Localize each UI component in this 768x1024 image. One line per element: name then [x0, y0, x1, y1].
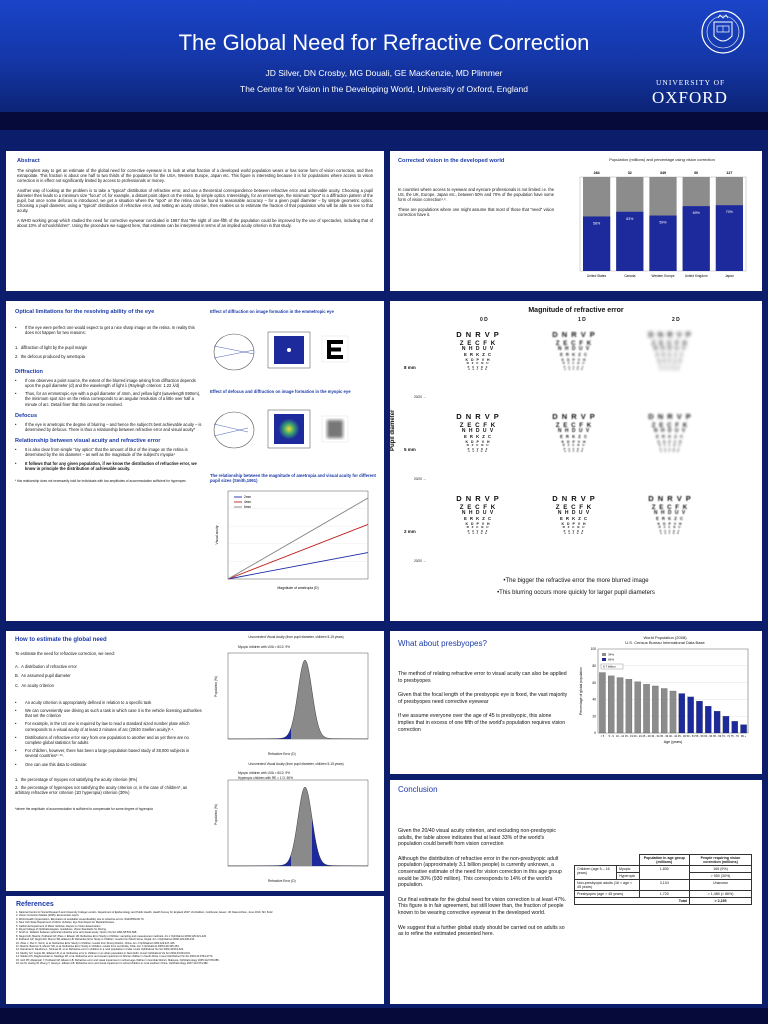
hyperopic-xlabel: Refractive Error (D) [268, 879, 296, 883]
snellen-chart [432, 413, 524, 453]
corrected-heading: Corrected vision in the developed world [398, 158, 505, 164]
snellen-chart [528, 495, 620, 535]
x-tick-label: 45 - 49 [677, 735, 686, 738]
snellen-chart [624, 331, 716, 371]
presbyopes-p1: The method of relating refractive error to visual acuity can also be applied to presbyopes [398, 671, 567, 684]
snellen-line: D H P N R [660, 532, 680, 535]
estimate-bullet-4: • Distributions of refractive error vary from one population to another and as yet there are no complete global statistics for adults [15, 734, 189, 746]
snellen-line: D H P N R [564, 450, 584, 453]
poster-header [0, 0, 768, 112]
x-tick-label: 15 - 19 [624, 735, 633, 738]
x-axis-label: Age (years) [663, 740, 683, 744]
snellen-line: D H P N R [660, 450, 680, 453]
relationship-item-2: • It follows that for any given population, if we know the distribution of refractive error, we know in principle the distribution of achievable acuity. [15, 460, 197, 471]
defocus-figure-title: Effect of defocus and diffraction on image formation in the myopic eye [210, 389, 351, 394]
snellen-line: K D P V H [657, 522, 683, 527]
reference-item: 4. New York State Department of Motor Vehicles. Eye Test Report for Medical Review. [16, 921, 115, 925]
snellen-line: P U V K Z [467, 529, 489, 533]
optical-reason-2: 2. the defocus produced by ametropia [15, 353, 85, 359]
x-tick-label: 50 - 54 [686, 735, 695, 738]
table-header-population: Population in age group (millions) [639, 855, 690, 866]
snellen-chart [624, 495, 716, 535]
pupil-diameter-label: Pupil diameter [390, 409, 396, 451]
age-bar [741, 725, 747, 733]
x-tick-label: 35 - 39 [660, 735, 669, 738]
corrected-vision-panel [390, 151, 762, 291]
reference-item: 12. Dandona R, Dandona L, Srinivas M, et al. Refractive error in children in a rural population in India. Invest Ophthalmol Vis Sci 2002;43:615-622. [16, 948, 184, 952]
snellen-line: P U V K Z [563, 365, 585, 369]
estimate-bullet-1: • An acuity criterion is appropriately defined in relation to a specific task [15, 699, 152, 705]
snellen-line: P U V K Z [563, 447, 585, 451]
world-population-chart [576, 645, 754, 755]
reference-item: 2. Vision Correction Market (2005). Euromonitor report. [16, 914, 80, 918]
myopic-distribution-chart [210, 639, 376, 751]
acuity-chart-title: The relationship between the magnitude of ametropia and visual acuity for different pupil sizes (Smith,1991) [210, 473, 376, 483]
snellen-line: K D P V H [561, 358, 587, 363]
snellen-line: R Z C N U [562, 525, 586, 530]
abstract-p3: A WHO working group which studied the need for corrective eyewear concluded in 1987 that "the sight of one-fifth of the population could be improved by the use of spectacles, including that of about 10% of schoolchildren". Using the procedure we suggest here, that estimate can be interpreted in terms of an implied acuity criterion in that study. [17, 217, 373, 228]
category-label: Japan [725, 274, 734, 278]
abstract-panel [6, 151, 384, 291]
myopic-chart-title: Uncorrected Visual Acuity (from pupil diameter, children 5-15 years) [248, 635, 344, 639]
defocus-heading: Defocus [15, 412, 38, 419]
poster-authors: JD Silver, DN Crosby, MG Douali, GE MacKenzie, MD Plimmer [265, 68, 503, 78]
bar-corrected [716, 205, 743, 271]
world-pop-title: World Population (2008) [643, 635, 687, 640]
pupil-row-label: 5 mm [404, 447, 416, 452]
snellen-line: D H P N R [564, 532, 584, 535]
oxford-crest-icon [700, 8, 746, 64]
snellen-line: N H D U V [461, 510, 495, 517]
age-bar [670, 691, 676, 733]
estimate-intro: To estimate the need for refractive correction, we need: [15, 651, 115, 656]
age-bar [679, 694, 685, 733]
snellen-line: K D P V H [465, 522, 491, 527]
category-label: Western Europe [651, 274, 675, 278]
legend-label: 4mm [244, 500, 252, 505]
myopic-ylabel: Population (%) [214, 676, 218, 697]
x-tick-label: 5 - 9 [608, 735, 614, 738]
value-label: 127 [726, 171, 733, 175]
age-bar [635, 682, 641, 733]
x-tick-label: 70 - 74 [721, 735, 730, 738]
y-axis-label: Visual acuity [215, 525, 219, 545]
references-heading: References [16, 901, 54, 908]
conclusion-panel [390, 780, 762, 1004]
snellen-line: N H D U V [461, 428, 495, 435]
acuity-ametropia-chart [210, 487, 376, 595]
header-band [0, 112, 768, 130]
snellen-line: E R K Z C [463, 516, 493, 522]
poster-title: The Global Need for Refractive Correction [178, 30, 590, 55]
reference-item: 13. Murthy GV, Gupta SK, Ellwein LB, et al. Refractive error in children in an urban population in New Delhi. Invest Ophthalmol Vis Sci 2002;43:623-631. [16, 951, 191, 955]
diffraction-figure-title: Effect of diffraction on image formation in the emmetropic eye [210, 309, 334, 314]
snellen-line: K D P V H [657, 358, 683, 363]
value-label: 60 [694, 171, 699, 175]
snellen-line: R Z C N U [466, 443, 490, 448]
age-bar [732, 721, 738, 733]
legend-swatch [602, 653, 606, 656]
acuity-marker: 20/20 → [414, 477, 427, 481]
conclusion-p3: Our final estimate for the global need for vision correction is at least 47%. This figure is in fair agreement, but still lower than, the fraction of people known to be wearing corrective eyewear in the developed world. [398, 896, 567, 916]
snellen-line: P U V K Z [659, 365, 681, 369]
snellen-line: D H P N R [468, 450, 488, 453]
estimate-bullet-5: • For children, however, there has been a large population based study of 38,000 subjects in several countries⁵⁻¹⁶. [15, 748, 190, 759]
hyperopic-chart-title: Uncorrected Visual Acuity (from pupil diameter, children 5-15 years) [248, 762, 344, 766]
age-bar [608, 676, 614, 733]
percent-label: 58% [592, 221, 601, 226]
snellen-line: D N R V P [456, 494, 500, 503]
snellen-line: P U V K Z [659, 447, 681, 451]
estimate-numbered-2: 2. the percentage of hyperopes not satisfying the acuity criterion or, in the case of children*, an arbitrary refractive error criterion (1D hyperopia) criterion (30%) [15, 785, 188, 796]
snellen-line: N H D U V [557, 428, 591, 435]
snellen-line: D N R V P [648, 494, 692, 503]
hyperopic-ylabel: Population (%) [214, 804, 218, 825]
estimate-panel [6, 631, 384, 891]
optical-footnote: * this relationship does not necessarily hold for individuals with low amplitudes of accommodation sufficient for hyperopes [15, 479, 186, 484]
estimate-bullet-2: • We can conveniently use driving as such a task in which case it is the vehicle licensing authorities that set the criterion [15, 708, 202, 719]
x-tick-label: 65 - 69 [713, 735, 722, 738]
snellen-line: R Z C N U [658, 443, 682, 448]
snellen-line: N H D U V [557, 346, 591, 353]
col-0d: 0 D [480, 317, 488, 323]
x-tick-label: 40 - 44 [668, 735, 678, 738]
x-tick-label: 75 - 79 [730, 735, 739, 738]
snellen-line: E R K Z C [463, 352, 493, 358]
diffraction-heading: Diffraction [15, 368, 43, 375]
reference-item: 3. World Health Organization. Elimination of avoidable visual disability due to refractive errors. WHO/PBL/00.79. [16, 917, 145, 921]
x-tick-label: 25 - 29 [642, 735, 651, 738]
conclusion-p4: We suggest that a further global study should be carried out on adults so as to refine the estimated presented here. [398, 924, 565, 938]
snellen-line: P U V K Z [659, 529, 681, 533]
reference-item: 8. Negrel AD, Maul E, Pokharel GP, Zhao J, Ellwein LB. Refractive Error Study in Children: sampling and measurement methods. Am J Ophthalmol 2000;129:421-426. [16, 934, 207, 938]
reference-item: 15. Goh PP, Abqariyah Y, Pokharel GP, Ellwein LB. Refractive error and visual impairment in school-age children in Gombak District, Malaysia. Ophthalmology 2005;112:678-685. [16, 958, 220, 962]
table-myopic: Myopic [617, 866, 640, 873]
snellen-title: Magnitude of refractive error [528, 307, 624, 314]
legend-swatch [602, 658, 606, 661]
reference-item: 16. He M, Huang W, Zheng Y, Huang L, Ellwein LB. Refractive error and visual impairment in school children in rural southern China. Ophthalmology 2007;114:374-382. [16, 962, 209, 966]
snellen-line: D H P N R [468, 532, 488, 535]
snellen-line: P U V K Z [563, 529, 585, 533]
hyperopic-distribution-chart [210, 766, 376, 878]
age-bar [599, 673, 605, 733]
snellen-note-1: •The bigger the refractive error the more blurred image [503, 578, 649, 584]
snellen-line: D N R V P [552, 494, 596, 503]
acuity-marker: 20/20 → [414, 395, 427, 399]
age-bar [688, 697, 694, 733]
snellen-line: D N R V P [552, 412, 596, 421]
table-adults-need: Unknown [690, 880, 752, 891]
value-label: 32 [627, 171, 632, 175]
table-presbyopes-need: > 1,480 (> 86%) [690, 891, 752, 898]
optical-reason-1: 1. diffraction of light by the pupil margin [15, 345, 88, 351]
university-label: UNIVERSITY OF [656, 78, 726, 87]
estimate-footnote: *where the amplitude of accommodation is sufficient to compensate for some degree of hyperopia [15, 807, 153, 812]
legend-label: 66% [608, 657, 615, 662]
legend-label: 34% [608, 652, 615, 657]
y-tick-label: 0 [594, 731, 596, 736]
snellen-line: N H D U V [653, 346, 687, 353]
y-tick-label: 100 [590, 647, 596, 652]
x-tick-label: 10 - 14 [616, 735, 625, 738]
category-label: Canada [624, 274, 636, 278]
abstract-heading: Abstract [17, 158, 40, 164]
table-hyperopic: Hyperopic [617, 873, 640, 880]
snellen-line: Z E C F K [555, 503, 593, 511]
table-adults-pop: 3,104 [639, 880, 690, 891]
myopic-xlabel: Refractive Error (D) [268, 752, 296, 756]
x-tick-label: 55 - 59 [695, 735, 704, 738]
col-1d: 1 D [578, 317, 586, 323]
defocus-figure [210, 398, 376, 458]
percent-label: 70% [725, 210, 734, 215]
snellen-line: E R K Z C [655, 516, 685, 522]
estimate-bullet-6: • One can use this data to estimate: [15, 761, 88, 767]
snellen-line: E R K Z C [559, 434, 589, 440]
table-total-label: Total [575, 898, 690, 905]
age-bar [617, 678, 623, 733]
presbyopes-panel [390, 631, 762, 774]
conclusion-heading: Conclusion [398, 785, 438, 794]
age-bar [652, 686, 658, 733]
x-tick-label: 30 - 34 [651, 735, 660, 738]
age-bar [661, 688, 667, 733]
snellen-line: Z E C F K [555, 421, 593, 429]
snellen-note-2: •This blurring occurs more quickly for larger pupil diameters [497, 590, 655, 596]
corrected-p2: These are populations where one might assume that most of those that "need" vision correction have it. [398, 206, 554, 217]
snellen-chart [432, 331, 524, 371]
presbyopes-p3: If we assume everyone over the age of 45 is presbyopic, this alone implies that in excess of one fifth of the world's population requires vision correction [398, 713, 566, 733]
y-axis-label: Percentage of global population [579, 667, 583, 715]
estimate-c: C. An acuity criterion [15, 682, 54, 688]
x-tick-label: < 5 [600, 735, 605, 738]
snellen-line: Z E C F K [459, 339, 497, 347]
footer-band [0, 1008, 768, 1024]
presbyopes-p2: Given that the focal length of the presbyopic eye is fixed, the vast majority of presbyopes need corrective eyewear [398, 692, 568, 705]
snellen-chart [432, 495, 524, 535]
snellen-line: Z E C F K [555, 339, 593, 347]
snellen-line: E R K Z C [559, 352, 589, 358]
estimate-bullet-3: • For example, in the US one is required by law to read a standard sized number plate which corresponds to a visual acuity of at least 2 minutes of arc (20/40 Snellen acuity)³˒⁴. [15, 721, 190, 732]
snellen-line: K D P V H [561, 440, 587, 445]
snellen-line: P U V K Z [467, 365, 489, 369]
snellen-line: N H D U V [461, 346, 495, 353]
snellen-line: R Z C N U [562, 443, 586, 448]
estimate-b: B. An assumed pupil diameter [15, 673, 71, 679]
snellen-line: R Z C N U [466, 525, 490, 530]
snellen-line: R Z C N U [562, 361, 586, 366]
snellen-line: D N R V P [648, 412, 692, 421]
snellen-line: D N R V P [648, 330, 692, 339]
snellen-line: D N R V P [456, 412, 500, 421]
category-label: United States [587, 274, 607, 278]
snellen-line: N H D U V [653, 428, 687, 435]
age-bar [643, 684, 649, 733]
pupil-row-label: 8 mm [404, 365, 416, 370]
optical-panel [6, 301, 384, 621]
developed-world-chart [574, 165, 752, 285]
snellen-line: Z E C F K [651, 421, 689, 429]
snellen-line: E R K Z C [655, 352, 685, 358]
x-tick-label: 20 - 24 [633, 735, 642, 738]
legend-label: 2mm [244, 495, 252, 500]
snellen-chart [528, 413, 620, 453]
snellen-panel [390, 301, 762, 621]
diffraction-item-2: • Thus, for an emmetropic eye with a pupil diameter of 4mm, and yellow light (wavelength 590nm), the minimum spot size on the retina corresponds to an angular resolution of a little over half a minute of arc. Detail finer that this cannot be resolved. [15, 391, 201, 407]
percent-label: 63% [626, 216, 634, 221]
snellen-line: E R K Z C [463, 434, 493, 440]
snellen-line: E R K Z C [559, 516, 589, 522]
y-tick-label: 40 [592, 697, 596, 702]
snellen-line: Z E C F K [459, 421, 497, 429]
legend-note: 6.7 billion [603, 664, 616, 669]
snellen-line: D H P N R [564, 368, 584, 371]
reference-item: 7. Smith G. Relation between spherical refractive error and visual acuity. Optom Vis Sci 1991;68:591-598. [16, 931, 138, 935]
developed-chart-title: Population (millions) and percentage using vision correction [609, 157, 715, 162]
snellen-line: Z E C F K [651, 339, 689, 347]
bar-corrected [683, 206, 710, 271]
snellen-line: Z E C F K [459, 503, 497, 511]
value-label: 284 [593, 171, 600, 175]
snellen-line: N H D U V [653, 510, 687, 517]
hyperopic-annotation-1: Myopic children with UVA > 6/12: 9% [238, 771, 290, 775]
age-bar [714, 711, 720, 733]
corrected-p1: In countries where access to eyewear and eyecare professionals is not limited i.e. the US, the UK, Europe, Japan etc., between 50% and 70% of the population have some form of vision correction¹˒². [398, 187, 554, 203]
abstract-p1: The simplest way to get an estimate of the global need for corrective eyewear is to look at what fraction of a developed world population wears or has some form of vision correction, and then extrapolate. This fraction is about one half to two thirds of the population for the USA, Western Europe, Japan etc. This figure is interesting because it is for populations where access to vision correction is in effect not significantly limited by access to professionals or money. [17, 168, 373, 184]
age-bar [723, 716, 729, 733]
estimate-a: A. A distribution of refractive error [15, 664, 77, 670]
reference-item: 11. Maul E, Barroso S, Munoz SR, et al. Refractive Error Study in Children: results from La Florida, Chile. Am J Ophthalmol 2000;129:445-454. [16, 945, 180, 949]
estimate-numbered-1: 1. the percentage of myopes not satisfying the acuity criterion (9%) [15, 776, 138, 782]
value-label: 349 [660, 171, 666, 175]
snellen-line: K D P V H [465, 440, 491, 445]
reference-item: 5. California Department of Motor Vehicles. Report on Vision Examination. [16, 924, 102, 928]
oxford-wordmark: OXFORD [652, 88, 728, 107]
age-bar [696, 701, 702, 733]
snellen-line: N H D U V [557, 510, 591, 517]
table-adults: Non-presbyopic adults (16 < age < 45 years) [575, 880, 640, 891]
optical-heading: Optical limitations for the resolving ability of the eye [15, 309, 155, 315]
age-bar [705, 706, 711, 733]
presbyopes-heading: What about presbyopes? [398, 639, 487, 648]
percent-label: 59% [659, 220, 667, 225]
table-myopic-need: 165 (9%) [690, 866, 752, 873]
y-tick-label: 60 [592, 680, 596, 685]
snellen-line: R Z C N U [466, 361, 490, 366]
y-tick-label: 80 [592, 664, 596, 668]
snellen-line: D H P N R [660, 368, 680, 371]
world-pop-subtitle: U.S. Census Bureau International Data Base [625, 640, 705, 645]
snellen-line: K D P V H [561, 522, 587, 527]
col-2d: 2 D [672, 317, 680, 323]
legend-label: 6mm [244, 505, 252, 510]
poster-affiliation: The Centre for Vision in the Developing World, University of Oxford, England [240, 84, 528, 94]
references-panel [6, 896, 384, 1004]
table-presbyopes-pop: 1,720 [639, 891, 690, 898]
snellen-line: R Z C N U [658, 361, 682, 366]
conclusion-p1: Given the 20/40 visual acuity criterion, and excluding non-presbyopic adults, the table above indicates that at least 33% of the world's population could benefit from vision correction [398, 828, 557, 848]
acuity-marker: 20/20 → [414, 559, 427, 563]
myopic-chart-annotation: Myopic children with UVA > 6/12: 9% [238, 645, 290, 649]
snellen-line: K D P V H [657, 440, 683, 445]
reference-item: 6. Royal College of Ophthalmologists. Guidelines, Vision Standards for Driving. [16, 928, 107, 932]
estimate-heading: How to estimate the global need [15, 637, 107, 643]
pupil-row-label: 2 mm [404, 529, 416, 534]
diffraction-item-1: • If one observes a point source, the extent of the blurred image arising from diffraction depends upon the pupil diameter (d) and the wavelength of light λ (Rayleigh criterion: 1.22 λ/d) [15, 377, 196, 389]
x-tick-label: 60 - 64 [704, 735, 713, 738]
reference-item: 10. Zhao J, Pan X, Sui R, et al. Refractive Error Study in Children: results from Shunyi District, China. Am J Ophthalmol 2000;129:427-435. [16, 941, 176, 945]
age-bar [626, 679, 632, 733]
need-table [574, 854, 752, 905]
percent-label: 69% [692, 211, 700, 216]
diffraction-figure [210, 320, 376, 378]
hyperopic-annotation-2: Hyperopic children with RE > 1 D: 50% [238, 776, 294, 780]
snellen-line: P U V K Z [467, 447, 489, 451]
reference-item: 1. National Centre for Social Research and University College London. Department of Epidemiology and Public Health. Health Survey for England 2007: 2nd Edition. Colchester, Essex: UK Data Archive, June 2010. SN: 6112. [16, 911, 274, 914]
table-header-need: People requiring vision correction (millions) [690, 855, 752, 866]
abstract-p2: Another way of looking at the problem is to take a "typical" distribution of refractive error, and use a theoretical correspondence between refractive error and achievable acuity. Choosing a pupil diameter then leads to a minimum size "focus" of, for example, a distant point object on the retina, by simple optics. Interestingly, for an emmetrope, the minimum "spot" is a diffraction pattern of the pupil, but once some defocus is introduced, we get a situation where the "spot" on the retina can be found to reasonable accuracy – for a given pupil diameter – by simple geometric optics. Choosing a pupil diameter, using a "typical" distribution of refractive error, and setting an acuity criterion, then enables us to estimate the fraction of that population who will be able to see to that acuity. [17, 187, 373, 214]
table-presbyopes: Presbyopes (age > 45 years) [575, 891, 640, 898]
x-tick-label: 80 + [741, 735, 747, 738]
relationship-heading: Relationship between visual acuity and refractive error [15, 438, 161, 445]
category-label: United Kingdom [684, 274, 708, 278]
snellen-line: D H P N R [468, 368, 488, 371]
reference-item: 14. Naidoo KS, Raghunandan A, Mashige KP, et al. Refractive error and visual impairment in African children in South Africa. Invest Ophthalmol Vis Sci 2003;44:3764-3770. [16, 955, 213, 959]
conclusion-p2: Although the distribution of refractive error in the non-presbyopic adult population (approximately 3.1 billion people) is currently unknown, a conservative estimate of the need for vision correction in this age group would be 30% (930 million). This corresponds to 14% of the world's population. [398, 855, 562, 889]
snellen-line: E R K Z C [655, 434, 685, 440]
x-axis-label: Magnitude of ametropia (D) [277, 586, 319, 590]
defocus-item: • If the eye is ametropic the degree of blurring – and hence the subject's best achievable acuity – is determined by defocus. There is thus a relationship between refractive error and visual acuity* [15, 421, 202, 433]
table-children: Children (age 5 – 16 years) [575, 866, 617, 880]
snellen-line: K D P V H [465, 358, 491, 363]
reference-item: 9. Pokharel GP, Negrel AD, Munoz SR, Ellwein LB. Refractive Error Study in Children: results from Mechi Zone, Nepal. Am J Ophthalmol 2000;129:436-444. [16, 938, 195, 942]
snellen-line: R Z C N U [658, 525, 682, 530]
table-total-value: > 2,195 [690, 898, 752, 905]
table-children-pop: 1,830 [639, 866, 690, 880]
snellen-line: D N R V P [456, 330, 500, 339]
optical-intro: • If the eye were perfect one would expect to get a nice sharp image on the retina. In reality this does not happen for two reasons: [15, 325, 195, 336]
snellen-line: D N R V P [552, 330, 596, 339]
snellen-chart [624, 413, 716, 453]
snellen-chart [528, 331, 620, 371]
y-tick-label: 20 [592, 714, 596, 719]
table-hyperopic-need: > 550 (30%) [690, 873, 752, 880]
snellen-line: Z E C F K [651, 503, 689, 511]
relationship-item-1: • It is also clear from simple "ray optics" that the amount of blur of the image on the retina is determined by the iris diameter – as well as the magnitude of the subject's myopia¹ [15, 447, 188, 458]
